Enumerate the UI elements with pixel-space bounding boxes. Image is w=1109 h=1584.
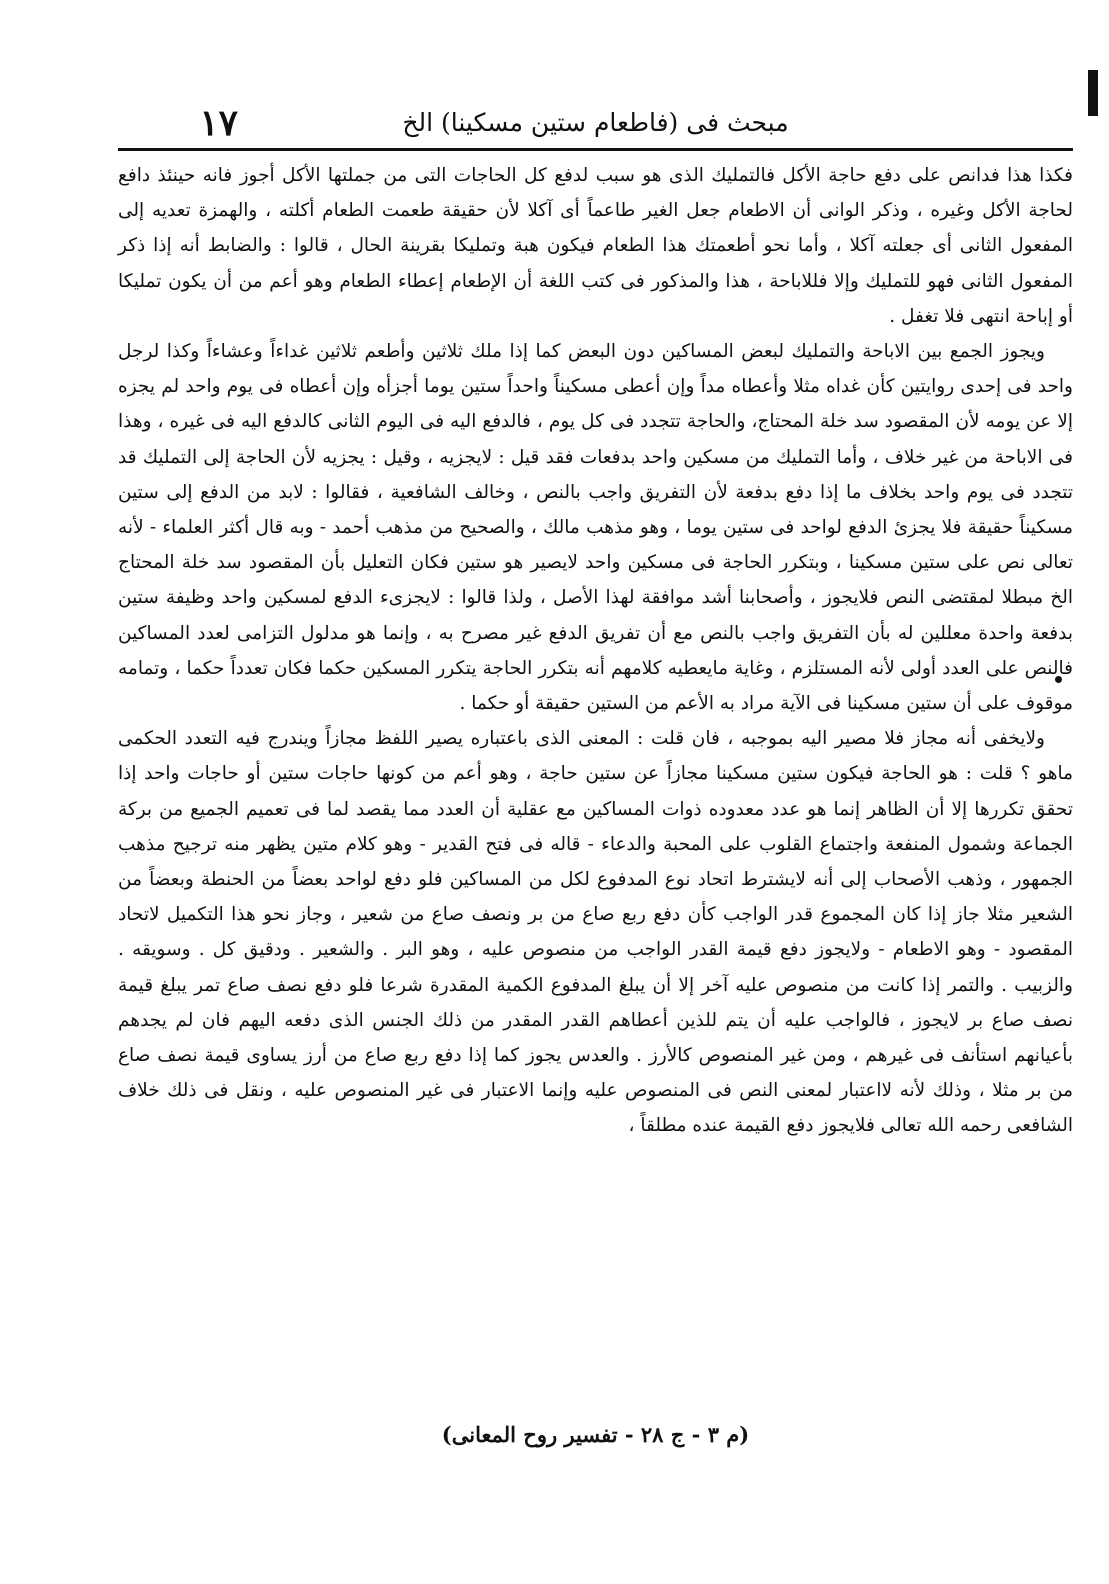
paragraph-1: فكذا هذا فدانص على دفع حاجة الأكل فالتمليك الذى هو سبب لدفع كل الحاجات التى من جملتها الأكل أجوز فانه حينئذ دافع لحاجة الأكل وغيره ، وذكر الوانى أن الاطعام جعل الغير طاعماً أى آكلا لأن حقيقة طعمت الطعام أكلته ، والهمزة تعديه إلى المفعول الثانى أى جعلته آكلا ، وأما نحو أطعمتك هذا الطعام فيكون هبة وتمليكا بقرينة الحال ، قالوا : والضابط أنه إذا ذكر المفعول الثانى فهو للتمليك وإلا فللاباحة ، هذا والمذكور فى كتب اللغة أن الإطعام إعطاء الطعام وهو أعم من أن يكون تمليكا أو إباحة انتهى فلا تغفل . xyxy=(118,165,1073,327)
page-footer-signature: (م ٣ - ج ٢٨ - تفسير روح المعانى) xyxy=(441,1422,750,1447)
header-rule xyxy=(118,148,1073,151)
paragraph-2: ويجوز الجمع بين الاباحة والتمليك لبعض المساكين دون البعض كما إذا ملك ثلاثين وأطعم ثلاثين غداءاً وعشاءاً وكذا لرجل واحد فى إحدى روايتين كأن غداه مثلا وأعطاه مداً وإن أعطى مسكيناً واحداً ستين يوما أجزأه وإن أعطاه فى يوم واحد لم يجزه إلا عن يومه لأن المقصود سد خلة المحتاج، والحاجة تتجدد فى كل يوم ، فالدفع اليه فى اليوم الثانى كالدفع اليه فى غيره ، وهذا فى الاباحة من غير خلاف ، وأما التمليك من مسكين واحد بدفعات فقد قيل : لايجزيه ، وقيل : يجزيه لأن الحاجة إلى التمليك قد تتجدد فى يوم واحد بخلاف ما إذا دفع بدفعة لأن التفريق واجب بالنص ، وخالف الشافعية ، فقالوا : لابد من الدفع إلى ستين مسكيناً حقيقة فلا يجزئ الدفع لواحد فى ستين يوما ، وهو مذهب مالك ، والصحيح من مذهب أحمد - وبه قال أكثر العلماء - لأنه تعالى نص على ستين مسكينا ، وبتكرر الحاجة فى مسكين واحد لايصير هو ستين فكان التعليل بأن المقصود سد خلة المحتاج الخ مبطلا لمقتضى النص فلايجوز ، وأصحابنا أشد موافقة لهذا الأصل ، ولذا قالوا : لايجزىء الدفع لمسكين واحد وظيفة ستين بدفعة واحدة معللين له بأن التفريق واجب بالنص مع أن تفريق الدفع غير مصرح به ، وإنما هو مدلول التزامى لعدد المساكين فالنص على العدد أولى لأنه المستلزم ، وغاية مايعطيه كلامهم أنه بتكرر الحاجة يتكرر المسكين حكما فكان تعدداً حكما ، وتمامه موقوف على أن ستين مسكينا فى الآية مراد به الأعم من الستين حقيقة أو حكما . xyxy=(118,341,1073,715)
running-title: مبحث فى (فاطعام ستين مسكينا) الخ xyxy=(402,108,789,137)
page-header xyxy=(118,100,1073,148)
page-edge-mark xyxy=(1088,70,1098,116)
main-text xyxy=(118,158,1073,1144)
page-number: ١٧ xyxy=(199,102,238,144)
paragraph-3: ولايخفى أنه مجاز فلا مصير اليه بموجبه ، فان قلت : المعنى الذى باعتباره يصير اللفظ مجازاً ويندرج فيه التعدد الحكمى ماهو ؟ قلت : هو الحاجة فيكون ستين مسكينا مجازاً عن ستين حاجة ، وهو أعم من كونها حاجات ستين أو حاجات واحد إذا تحقق تكررها إلا أن الظاهر إنما هو عدد معدوده ذوات المساكين مع عقلية أن العدد مما يقصد لما فى تعميم الجميع من بركة الجماعة وشمول المنفعة واجتماع القلوب على المحبة والدعاء - قاله فى فتح القدير - وهو كلام متين يظهر منه ترجيح مذهب الجمهور ، وذهب الأصحاب إلى أنه لايشترط اتحاد نوع المدفوع لكل من المساكين فلو دفع لواحد بعضاً من الحنطة وبعضاً من الشعير مثلا جاز إذا كان المجموع قدر الواجب كأن دفع ربع صاع من بر ونصف صاع من شعير ، وجاز نحو هذا التكميل لاتحاد المقصود - وهو الاطعام - ولايجوز دفع قيمة القدر الواجب من منصوص عليه ، وهو البر . والشعير . ودقيق كل . وسويقه . والزبيب . والتمر إذا كانت من منصوص عليه آخر إلا أن يبلغ المدفوع الكمية المقدرة شرعا فلو دفع نصف صاع تمر يبلغ قيمة نصف صاع بر لايجوز ، فالواجب عليه أن يتم للذين أعطاهم القدر المقدر من ذلك الجنس الذى دفعه اليهم فان لم يجدهم بأعيانهم استأنف فى غيرهم ، ومن غير المنصوص كالأرز . والعدس يجوز كما إذا دفع ربع صاع من أرز يساوى قيمة نصف صاع من بر مثلا ، وذلك لأنه لااعتبار لمعنى النص فى المنصوص عليه وإنما الاعتبار فى غير المنصوص عليه ، ونقل فى ذلك خلاف الشافعى رحمه الله تعالى فلايجوز دفع القيمة عنده مطلقاً ، xyxy=(118,728,1073,1137)
